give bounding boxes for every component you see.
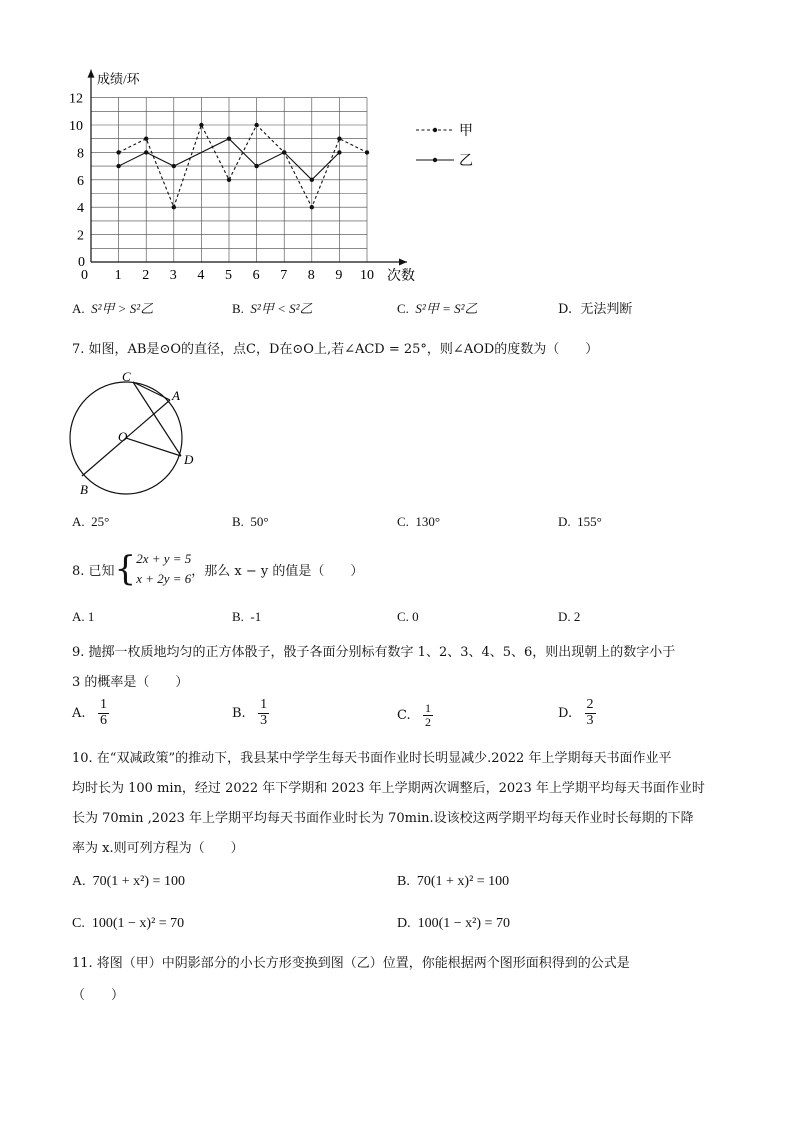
legend-label-yi: 乙 xyxy=(459,154,473,169)
q7-option-b[interactable]: B. 50° xyxy=(232,514,269,529)
data-point-yi xyxy=(310,178,314,182)
q10-stem-line4: 率为 x.则可列方程为（ ） xyxy=(72,841,244,856)
system-brace: { xyxy=(114,549,137,589)
data-point-jia xyxy=(116,150,120,154)
y-tick-label: 4 xyxy=(77,201,84,217)
q10-stem-line3: 长为 70min ,2023 年上学期平均每天书面作业时长为 70min.设该校这两学期平均每天作业时长每期的下降 xyxy=(72,811,694,826)
data-point-yi xyxy=(282,150,286,154)
score-line-chart xyxy=(60,60,500,290)
y-axis-arrow xyxy=(88,70,95,78)
q10-option-a[interactable]: A. 70(1 + x²) = 100 xyxy=(72,874,185,889)
q9-option-a[interactable]: A. $\frac{1}{6}$ xyxy=(72,697,107,728)
x-tick-label: 9 xyxy=(335,268,343,283)
y-tick-label: 2 xyxy=(77,228,84,244)
x-tick-label: 8 xyxy=(307,268,315,283)
y-tick-label: 6 xyxy=(77,173,84,189)
fraction: $\frac{1}{2}$ xyxy=(425,701,432,729)
chart-ticks xyxy=(69,92,374,283)
q6-option-b-text: S²甲 < S²乙 xyxy=(250,301,313,316)
q8-option-b[interactable]: B. -1 xyxy=(232,609,262,624)
y-tick-label: 12 xyxy=(69,91,83,107)
data-point-yi xyxy=(254,164,258,168)
x-tick-label: 5 xyxy=(225,268,232,283)
q10-stem-line2: 均时长为 100 min，经过 2022 年下学期和 2023 年上学期两次调整后，2023 年上学期平均每天书面作业时 xyxy=(72,781,705,796)
q7-option-c[interactable]: C. 130° xyxy=(397,514,441,529)
chart-legend xyxy=(416,123,473,169)
q8-option-a[interactable]: A. 1 xyxy=(72,609,95,624)
y-tick-label: 10 xyxy=(69,119,83,134)
x-axis-label: 次数 xyxy=(387,269,415,284)
x-tick-label: 1 xyxy=(114,268,122,283)
legend-label-jia: 甲 xyxy=(459,124,473,139)
x-tick-label: 10 xyxy=(360,268,374,283)
q9-option-c[interactable]: C. $\frac{1}{2}$ xyxy=(397,701,432,729)
x-axis-arrow xyxy=(399,259,407,266)
y-axis-label: 成绩/环 xyxy=(97,71,140,87)
segment-od xyxy=(126,438,181,456)
legend-marker xyxy=(433,128,437,132)
q9-option-d[interactable]: D. $\frac{2}{3}$ xyxy=(558,697,594,728)
q6-option-a-text: S²甲 > S²乙 xyxy=(91,301,154,316)
fraction: $\frac{1}{3}$ xyxy=(260,697,268,728)
x-tick-label: 4 xyxy=(197,268,205,283)
q10-stem-line1: 10. 在“双减政策”的推动下，我县某中学学生每天书面作业时长明显减少.2022 年上学期每天书面作业平 xyxy=(72,751,672,766)
data-point-yi xyxy=(337,150,341,154)
q8-option-d[interactable]: D. 2 xyxy=(558,609,581,624)
q6-option-a[interactable]: A. S²甲 > S²乙 xyxy=(72,301,154,316)
data-point-jia xyxy=(365,150,369,154)
y-tick-label: 8 xyxy=(77,146,84,162)
data-point-yi xyxy=(144,150,148,154)
x-tick-label: 7 xyxy=(280,268,288,283)
label-o: O xyxy=(118,429,128,444)
y-tick-label: 0 xyxy=(78,255,85,270)
q6-option-c[interactable]: C. S²甲 = S²乙 xyxy=(397,301,478,316)
q11-stem-line1: 11. 将图（甲）中阴影部分的小长方形变换到图（乙）位置，你能根据两个图形面积得到的公式是 xyxy=(72,956,630,971)
q8-stem: 8. 已知 { 2x + y = 5 x + 2y = 6 ，那么 x − y 的值是（ ） xyxy=(72,549,364,589)
equation-2: x + 2y = 6 xyxy=(136,571,192,586)
q6-option-d-text: 无法判断 xyxy=(580,302,633,317)
data-point-jia xyxy=(144,137,148,141)
q9-stem-line1: 9. 抛掷一枚质地均匀的正方体骰子，骰子各面分别标有数字 1、2、3、4、5、6，则出现朝上的数字小于 xyxy=(72,645,676,660)
equation-system xyxy=(136,549,191,589)
q7-stem: 7. 如图，AB是⊙O的直径，点C，D在⊙O上,若∠ACD = 25°，则∠AOD的度数为（ ） xyxy=(72,342,599,357)
x-tick-label: 2 xyxy=(142,268,150,283)
q6-option-b[interactable]: B. S²甲 < S²乙 xyxy=(232,301,313,316)
data-point-yi xyxy=(116,164,120,168)
legend-marker xyxy=(433,158,437,162)
q8-option-c[interactable]: C. 0 xyxy=(397,609,419,624)
equation-1: 2x + y = 5 xyxy=(136,551,192,566)
q10-option-d[interactable]: D. 100(1 − x²) = 70 xyxy=(397,916,510,931)
q6-option-c-text: S²甲 = S²乙 xyxy=(415,301,478,316)
q7-circle-figure xyxy=(60,368,210,500)
x-tick-label: 6 xyxy=(252,268,260,283)
q9-option-b[interactable]: B. $\frac{1}{3}$ xyxy=(232,697,268,728)
label-a: A xyxy=(172,388,180,403)
q10-option-c[interactable]: C. 100(1 − x)² = 70 xyxy=(72,916,185,931)
data-point-jia xyxy=(310,205,314,209)
label-b: B xyxy=(80,482,88,497)
data-point-jia xyxy=(254,123,258,127)
q7-option-a[interactable]: A. 25° xyxy=(72,514,110,529)
label-c: C xyxy=(122,369,131,384)
q6-option-d[interactable]: D. 无法判断 xyxy=(558,302,633,317)
label-d: D xyxy=(184,452,194,467)
data-point-jia xyxy=(337,137,341,141)
data-point-jia xyxy=(199,123,203,127)
q7-option-d[interactable]: D. 155° xyxy=(558,514,602,529)
chart-axes xyxy=(88,70,416,284)
q9-stem-line2: 3 的概率是（ ） xyxy=(72,675,189,690)
x-tick-label: 0 xyxy=(81,268,88,283)
q10-option-b[interactable]: B. 70(1 + x)² = 100 xyxy=(397,874,510,889)
data-point-yi xyxy=(172,164,176,168)
data-point-yi xyxy=(227,137,231,141)
fraction: $\frac{1}{6}$ xyxy=(99,697,107,728)
x-tick-label: 3 xyxy=(169,268,177,283)
data-point-jia xyxy=(227,178,231,182)
fraction: $\frac{2}{3}$ xyxy=(586,697,594,728)
q11-stem-line2: （ ） xyxy=(72,988,125,1003)
data-point-jia xyxy=(172,205,176,209)
